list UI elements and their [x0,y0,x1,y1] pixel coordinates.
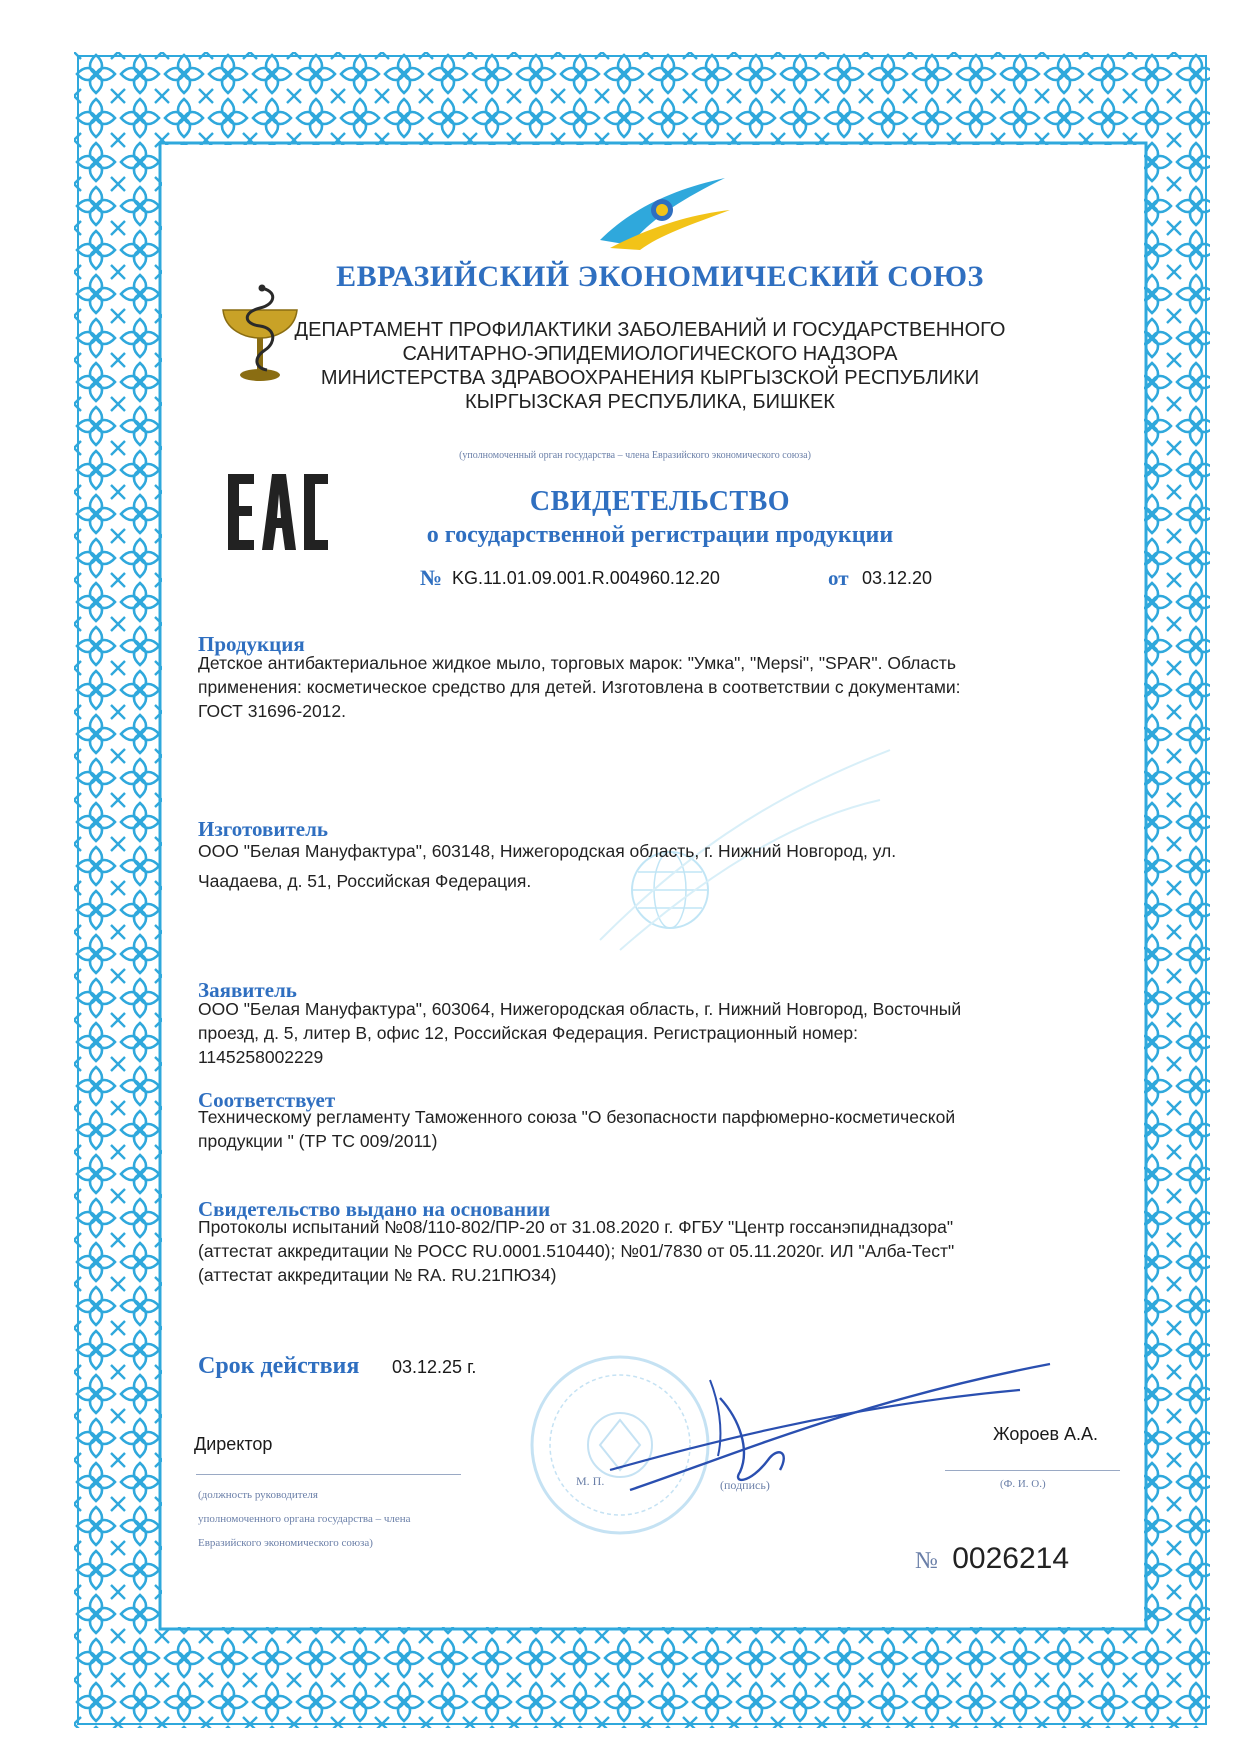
stamp-caption: М. П. [576,1474,605,1488]
applicant-text [198,997,1098,1069]
product-heading: Продукция [198,632,305,656]
position-caption-line: (должность руководителя [198,1489,318,1501]
date-prefix: от [828,566,849,590]
certificate-date: 03.12.20 [862,568,933,588]
manufacturer-text [198,839,1098,893]
conforms-heading: Соответствует [198,1088,336,1112]
manufacturer-heading: Изготовитель [198,817,328,841]
conforms-line: продукции " (ТР ТС 009/2011) [198,1131,438,1151]
position-underline [196,1474,461,1475]
validity-value: 03.12.25 г. [392,1357,477,1377]
position-caption-line: уполномоченного органа государства – члена [198,1513,411,1525]
eac-mark-icon [224,472,332,552]
certificate-subtitle: о государственной регистрации продукции [426,522,894,548]
certificate-number: KG.11.01.09.001.R.004960.12.20 [452,568,720,588]
product-line: применения: косметическое средство для детей. Изготовлена в соответствии с документами: [198,677,961,697]
basis-text [198,1215,1098,1287]
applicant-line: ООО "Белая Мануфактура", 603064, Нижегородская область, г. Нижний Новгород, Восточный [198,999,962,1019]
manufacturer-line: Чаадаева, д. 51, Российская Федерация. [198,871,532,891]
product-line: ГОСТ 31696-2012. [198,701,346,721]
product-text [198,651,1098,723]
serial-sign: № [915,1548,938,1574]
department-line: ДЕПАРТАМЕНТ ПРОФИЛАКТИКИ ЗАБОЛЕВАНИЙ И ГОСУДАРСТВЕННОГО [294,319,1006,341]
position-caption [198,1483,411,1555]
certificate-title: СВИДЕТЕЛЬСТВО [529,486,791,517]
position-caption-line: Евразийского экономического союза) [198,1537,373,1549]
basis-line: Протоколы испытаний №08/110-802/ПР-20 от 31.08.2020 г. ФГБУ "Центр госсанэпиднадзора" [198,1217,954,1237]
basis-line: (аттестат аккредитации № РОСС RU.0001.510440); №01/7830 от 05.11.2020г. ИЛ "Алба-Тест" [198,1241,955,1261]
serial-number-row [915,1542,1069,1576]
name-underline [945,1470,1120,1471]
conforms-line: Техническому регламенту Таможенного союза "О безопасности парфюмерно-косметической [198,1107,956,1127]
applicant-line: проезд, д. 5, литер В, офис 12, Российская Федерация. Регистрационный номер: [198,1023,858,1043]
basis-heading: Свидетельство выдано на основании [198,1197,551,1221]
union-title: ЕВРАЗИЙСКИЙ ЭКОНОМИЧЕСКИЙ СОЮЗ [336,260,984,293]
department-line: МИНИСТЕРСТВА ЗДРАВООХРАНЕНИЯ КЫРГЫЗСКОЙ РЕСПУБЛИКИ [320,367,980,389]
department-block [260,318,1040,414]
applicant-line: 1145258002229 [198,1047,324,1067]
department-line: КЫРГЫЗСКАЯ РЕСПУБЛИКА, БИШКЕК [465,391,835,413]
signature-caption: (подпись) [720,1478,770,1492]
certificate-number-row [420,565,960,595]
director-position: Директор [194,1434,273,1454]
product-line: Детское антибактериальное жидкое мыло, торговых марок: "Умка", "Mepsi", "SPAR". Область [198,653,957,673]
name-caption: (Ф. И. О.) [1000,1478,1046,1490]
number-sign: № [420,565,443,590]
conforms-text [198,1105,1098,1153]
director-name: Жороев А.А. [993,1424,1099,1444]
eaeu-logo-icon [590,170,740,250]
basis-line: (аттестат аккредитации № RA. RU.21ПЮ34) [198,1265,557,1285]
validity-label: Срок действия [198,1353,360,1379]
manufacturer-line: ООО "Белая Мануфактура", 603148, Нижегородская область, г. Нижний Новгород, ул. [198,841,897,861]
authority-note: (уполномоченный орган государства – члена Евразийского экономического союза) [459,450,811,461]
serial-number: 0026214 [952,1542,1070,1575]
applicant-heading: Заявитель [198,978,297,1002]
handwritten-signature [600,1360,1060,1500]
department-line: САНИТАРНО-ЭПИДЕМИОЛОГИЧЕСКОГО НАДЗОРА [402,343,898,365]
